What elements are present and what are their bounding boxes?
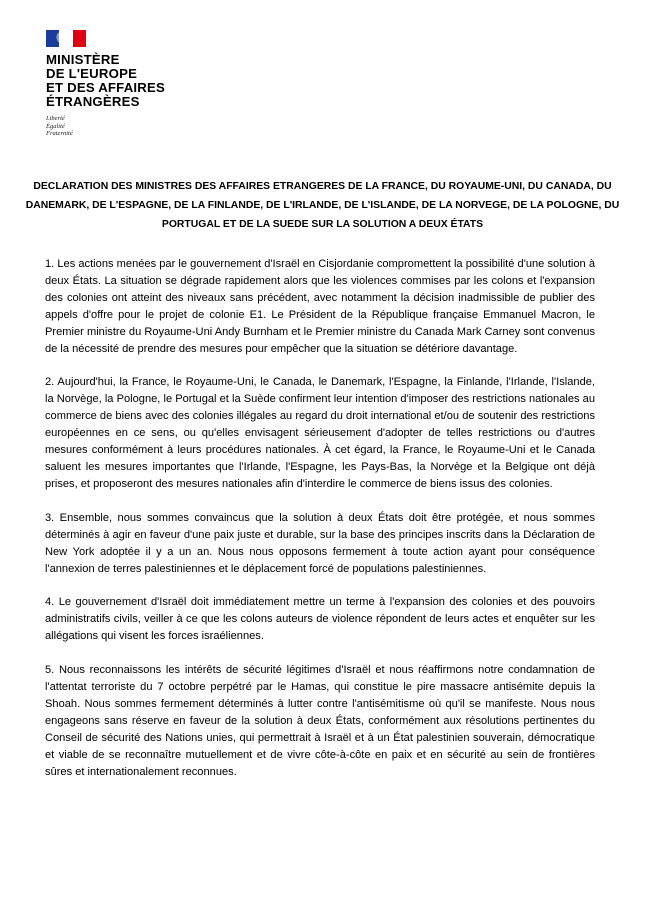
declaration-body bbox=[45, 256, 595, 797]
declaration-title: DECLARATION DES MINISTRES DES AFFAIRES ETRANGERES DE LA FRANCE, DU ROYAUME-UNI, DU CANADA, DU DANEMARK, DE L'ESPAGNE, DE LA FINLANDE, DE L'IRLANDE, DE L'ISLANDE, DE LA NORVEGE, DE LA POLOGNE, DU PORTUGAL ET DE LA SUEDE SUR LA SOLUTION A DEUX ÉTATS bbox=[25, 181, 620, 230]
motto-line: Fraternité bbox=[46, 130, 73, 137]
ministry-line: DE L'EUROPE bbox=[46, 66, 138, 81]
paragraph: 2. Aujourd'hui, la France, le Royaume-Uni, le Canada, le Danemark, l'Espagne, la Finlande, l'Irlande, l'Islande, la Norvège, la Pologne, le Portugal et la Suède confirment leur intention d'imposer des restrictions nationales au commerce de biens avec des colonies illégales au regard du droit international et/ou de soutenir des restrictions européennes en ce sens, ou qu'elles envisagent sérieusement d'adopter de telles restrictions ou d'autres mesures conformément à leurs procédures nationales. À cet égard, la France, le Royaume-Uni et le Canada saluent les mesures importantes que l'Irlande, l'Espagne, les Pays-Bas, la Norvège et la Belgique ont déjà prises, et proposeront des mesures nationales afin d'interdire le commerce de biens issus des colonies. bbox=[45, 376, 595, 490]
marianne-flag-icon bbox=[46, 30, 86, 47]
paragraph: 4. Le gouvernement d'Israël doit immédiatement mettre un terme à l'expansion des colonies et des pouvoirs administratifs civils, veiller à ce que les colons auteurs de violence répondent de leurs actes et enquêter sur les allégations qui visent les forces israéliennes. bbox=[45, 596, 595, 643]
paragraph: 1. Les actions menées par le gouvernement d'Israël en Cisjordanie compromettent la possibilité d'une solution à deux États. La situation se dégrade rapidement alors que les violences commises par les colons et l'expansion des colonies ont atteint des niveaux sans précédent, avec notamment la décision inadmissible de publier des appels d'offre pour le projet de colonie E1. Le Président de la République française Emmanuel Macron, le Premier ministre du Royaume-Uni Andy Burnham et le Premier ministre du Canada Mark Carney sont convenus de la nécessité de prendre des mesures pour empêcher que la situation se détériore davantage. bbox=[45, 258, 595, 355]
ministry-line: ÉTRANGÈRES bbox=[46, 94, 140, 109]
paragraph: 3. Ensemble, nous sommes convaincus que la solution à deux États doit être protégée, et nous sommes déterminés à agir en faveur d'une paix juste et durable, sur la base des principes inscrits dans la Déclaration de New York adoptée il y a un an. Nous nous opposons fermement à toute action ayant pour conséquence l'annexion de terres palestiniennes et le déplacement forcé de populations palestiniennes. bbox=[45, 511, 595, 575]
motto-line: Liberté bbox=[46, 115, 65, 122]
ministry-line: ET DES AFFAIRES bbox=[46, 80, 166, 95]
motto bbox=[46, 115, 206, 138]
ministry-logo bbox=[46, 30, 206, 138]
paragraph: 5. Nous reconnaissons les intérêts de sécurité légitimes d'Israël et nous réaffirmons notre condamnation de l'attentat terroriste du 7 octobre perpétré par le Hamas, qui constitue le pire massacre antisémite depuis la Shoah. Nous sommes fermement déterminés à lutter contre l'antisémitisme où qu'il se manifeste. Nous nous engageons sans réserve en faveur de la solution à deux États, conformément aux résolutions pertinentes du Conseil de sécurité des Nations unies, qui permettrait à Israël et à un État palestinien souverain, démocratique et viable de se reconnaître mutuellement et de vivre côte-à-côte en paix et en sécurité au sein de frontières sûres et internationalement reconnues. bbox=[45, 664, 595, 778]
ministry-name bbox=[46, 53, 206, 109]
ministry-line: MINISTÈRE bbox=[46, 52, 120, 67]
motto-line: Égalité bbox=[46, 122, 65, 130]
